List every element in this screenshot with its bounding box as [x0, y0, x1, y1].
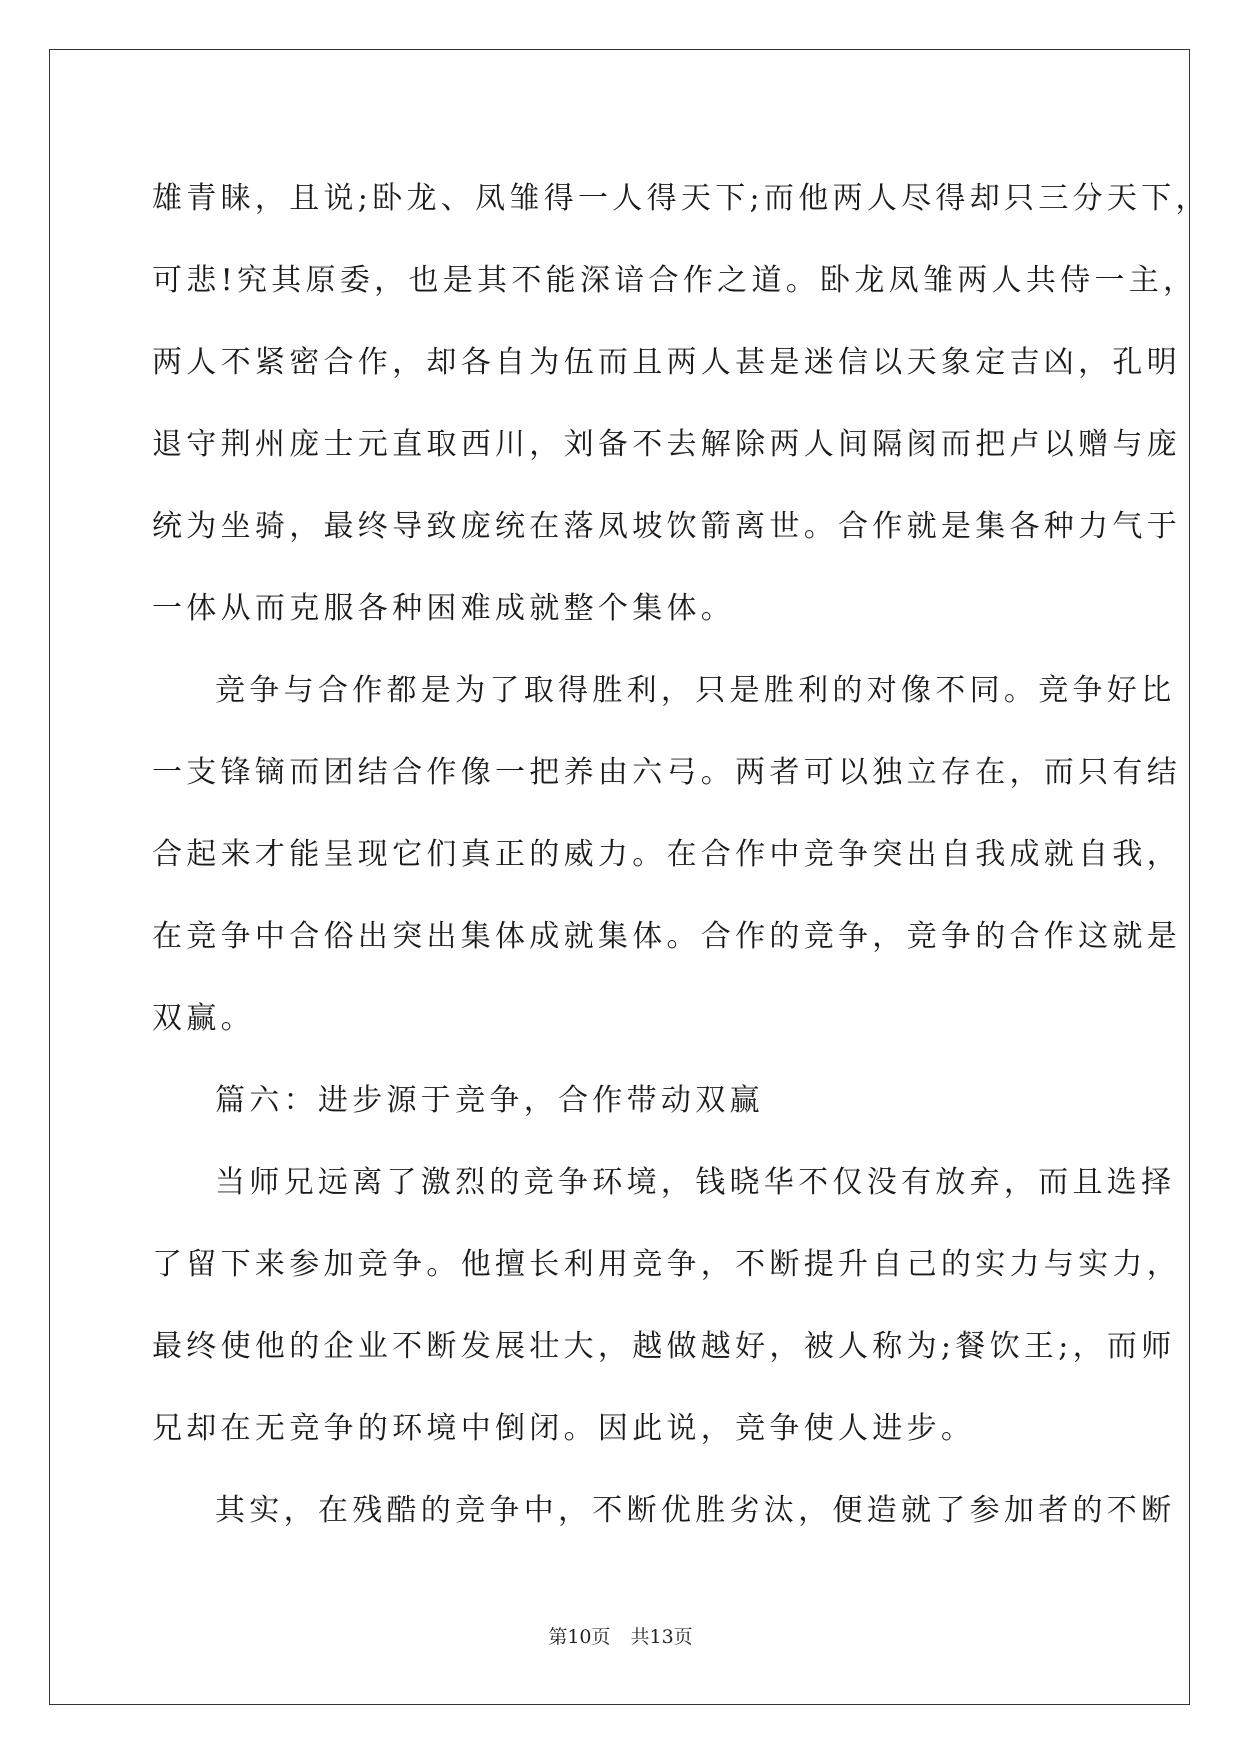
paragraph-start-line: 竞争与合作都是为了取得胜利，只是胜利的对像不同。竞争好比 [215, 673, 1176, 708]
document-body [152, 158, 1210, 1552]
text-line: 兄却在无竞争的环境中倒闭。因此说，竞争使人进步。 [152, 1411, 976, 1446]
text-line: 统为坐骑，最终导致庞统在落凤坡饮箭离世。合作就是集各种力气于 [152, 509, 1181, 544]
text-line: 退守荆州庞士元直取西川，刘备不去解除两人间隔阂而把卢以赠与庞 [152, 427, 1181, 462]
text-line: 可悲!究其原委，也是其不能深谙合作之道。卧龙凤雏两人共侍一主， [152, 263, 1198, 298]
text-line: 一支锋镝而团结合作像一把养由六弓。两者可以独立存在，而只有结 [152, 755, 1181, 790]
page-footer [0, 1625, 1241, 1649]
text-line: 两人不紧密合作，却各自为伍而且两人甚是迷信以天象定吉凶，孔明 [152, 345, 1181, 380]
text-line: 一体从而克服各种困难成就整个集体。 [152, 591, 736, 626]
text-line: 双赢。 [152, 1001, 255, 1036]
section-heading: 篇六：进步源于竞争，合作带动双赢 [215, 1083, 764, 1118]
text-line: 合起来才能呈现它们真正的威力。在合作中竞争突出自我成就自我， [152, 837, 1181, 872]
text-line: 最终使他的企业不断发展壮大，越做越好，被人称为;餐饮王;，而师 [152, 1329, 1176, 1364]
text-line: 雄青睐，且说;卧龙、凤雏得一人得天下;而他两人尽得却只三分天下， [152, 181, 1210, 216]
page-number-current: 第10页 [548, 1626, 611, 1648]
paragraph-start-line: 其实，在残酷的竞争中，不断优胜劣汰，便造就了参加者的不断 [215, 1493, 1176, 1528]
paragraph-start-line: 当师兄远离了激烈的竞争环境，钱晓华不仅没有放弃，而且选择 [215, 1165, 1176, 1200]
text-line: 在竞争中合俗出突出集体成就集体。合作的竞争，竞争的合作这就是 [152, 919, 1181, 954]
text-line: 了留下来参加竞争。他擅长利用竞争，不断提升自己的实力与实力， [152, 1247, 1181, 1282]
page-number-total: 共13页 [630, 1626, 693, 1648]
